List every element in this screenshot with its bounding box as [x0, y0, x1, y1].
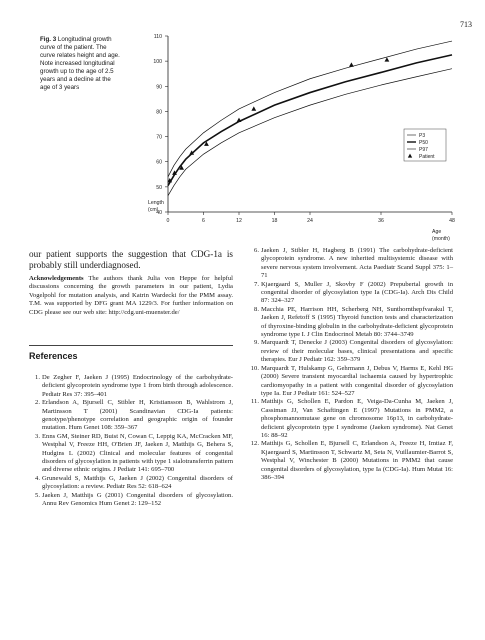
reference-item [248, 281, 453, 306]
references-list-right [248, 247, 453, 482]
reference-number: 7. [254, 280, 259, 288]
x-tick-label: 36 [378, 218, 384, 224]
reference-number: 5. [35, 491, 40, 499]
legend-label: P97 [419, 146, 428, 153]
reference-item [29, 374, 233, 399]
reference-text: Enns GM, Steiner RD, Buist N, Cowan C, Leppig KA, McCracken MF, Westphal V, Freeze HH, O'Brien JF, Jaeken J, Matthijs G, Behera S, Hudgins L (2002) Clinical and molecular features of congenital disorders of glycosylation in patients with type 1 sialotransferrin pattern and diverse ethnic origins. J Pediatr 141: 695–700 [42, 432, 233, 474]
reference-number: 3. [35, 432, 40, 440]
reference-item [29, 399, 233, 433]
x-tick-label: 18 [271, 218, 278, 224]
y-tick-label: 50 [156, 184, 162, 191]
y-tick-label: 100 [153, 59, 162, 66]
reference-text: Matthijs G, Schollen E, Bjursell C, Erlandson A, Freeze H, Imtiaz F, Kjaergaard S, Martinsson T, Schwartz M, Seta N, Vuillaumier-Barrot S, Westphal V, Winchester B (2000) Mutations in PMM2 that cause congenital disorders of glycosylation, type Ia (CDG-Ia). Hum Mutat 16: 386–394 [261, 440, 453, 481]
percentile-line-p50 [168, 55, 452, 186]
legend-label: Patient [419, 153, 435, 160]
reference-text: Macchia PE, Harrison HH, Scherberg NH, Sunthornthepfvarakul T, Jaeken J, Refetoff S (1995) Thyroid function tests and characterization of thyroxine-binding globulin in the carbohydrate-deficient glycoprotein syndrome type I. J Clin Endocrinol Metab 80: 3744–3749 [261, 305, 453, 339]
reference-number: 8. [254, 305, 259, 313]
reference-number: 11. [251, 398, 259, 406]
acknowledgements-text: The authors thank Julia von Heppe for helpful discussions concerning the growth parameters in our patient, Lydia Vogelpohl for mutation analysis, and Katrin Wardecki for the PMM assay. T.M. was supported by DFG grant MA 1229/3. For further information on CDG please see our web site: http://cdg.uni-muenster.de/ [29, 275, 233, 316]
y-tick-label: 60 [156, 159, 162, 166]
references-list-left [29, 374, 233, 509]
references-heading: References [29, 345, 233, 361]
figure-caption-text: Longitudinal growth curve of the patient. The curve relates height and age. Note increased longitudinal growth up to the age of 2.5 years and a decline at the age of 3 years [40, 36, 120, 91]
reference-number: 10. [250, 364, 259, 372]
y-tick-label: 110 [153, 34, 162, 40]
reference-number: 9. [254, 339, 259, 347]
y-tick-label: 80 [156, 109, 162, 116]
reference-item [248, 440, 453, 482]
x-tick-label: 24 [307, 218, 313, 224]
page-number: 713 [460, 20, 472, 29]
y-axis-label: (cm) [148, 207, 159, 213]
reference-text: Marquardt T, Denecke J (2003) Congenital disorders of glycosylation: review of their molecular bases, clinical presentations and specific therapies. Eur J Pediatr 162: 359–379 [261, 339, 453, 364]
growth-chart [0, 0, 485, 245]
reference-text: Marquardt T, Hulskamp G, Gehrmann J, Debus V, Harms E, Kehl HG (2000) Severe transient myocardial ischaemia caused by hypertrophic cardiomyopathy in a patient with congenital disorder of glycosylation type Ia. Eur J Pediatr 161: 524–527 [261, 364, 453, 397]
reference-number: 4. [35, 474, 40, 482]
body-text: our patient supports the suggestion that CDG-1a is probably still underdiagnosed. [29, 249, 233, 270]
reference-text: Jaeken J, Matthijs G (2001) Congenital disorders of glycosylation. Annu Rev Genomics Hum Genet 2: 129–152 [42, 491, 233, 508]
x-tick-label: 6 [202, 218, 205, 224]
patient-point [251, 106, 256, 110]
x-axis-label: (month) [432, 236, 450, 242]
patient-point [237, 118, 242, 122]
reference-text: Matthijs G, Schollen E, Pardon E, Veiga-Da-Cunha M, Jaeken J, Cassiman JJ, Van Schaftingen E (1997) Mutations in PMM2, a phosphomannomutase gene on chromosome 16p13, in carbohydrate-deficient glycoprotein type I syndrome (Jaeken syndrome). Nat Genet 16: 88–92 [261, 398, 453, 439]
reference-text: Jaeken J, Stibler H, Hagberg B (1991) The carbohydrate-deficient glycoprotein syndrome. A new inherited multisystemic disease with severe nervous system involvement. Acta Paediatr Scand Suppl 375: 1–71 [261, 247, 453, 280]
reference-text: De Zegher F, Jaeken J (1995) Endocrinology of the carbohydrate-deficient glycoprotein syndrome type 1 from birth through adolescence. Pediatr Res 37: 395–401 [42, 374, 233, 398]
x-tick-label: 0 [166, 218, 170, 224]
reference-item [248, 365, 453, 399]
reference-item [248, 398, 453, 440]
reference-number: 1. [35, 374, 40, 381]
reference-number: 2. [35, 399, 40, 407]
x-tick-label: 12 [236, 218, 242, 224]
chart-legend [404, 129, 446, 161]
y-tick-label: 70 [156, 134, 162, 141]
y-tick-label: 40 [156, 210, 162, 216]
reference-number: 12. [250, 440, 259, 448]
acknowledgements [29, 275, 233, 317]
figure-caption-label: Fig. 3 [40, 36, 57, 43]
patient-point [385, 57, 390, 61]
y-tick-label: 90 [156, 84, 162, 91]
x-tick-label: 48 [449, 218, 455, 224]
reference-item [29, 492, 233, 509]
legend-label: P50 [419, 139, 428, 146]
reference-item [248, 306, 453, 340]
chart-series [167, 41, 452, 196]
reference-text: Grunewald S, Matthijs G, Jaeken J (2002) Congenital disorders of glycosylation: a review. Pediatr Res 52: 618–624 [42, 474, 233, 491]
patient-point [349, 62, 354, 66]
y-axis-label: Length [148, 200, 164, 206]
reference-text: Kjaergaard S, Muller J, Skovby F (2002) Prepubertal growth in congenital disorder of glycosylation type Ia (CDG-Ia). Arch Dis Child 87: 324–327 [261, 280, 453, 305]
reference-number: 6. [254, 247, 259, 254]
reference-item [248, 339, 453, 364]
reference-text: Erlandson A, Bjursell C, Stibler H, Kristiansson B, Wahlstrom J, Martinsson T (2001) Scandinavian CDG-Ia patients: genotype/phenotype correlation and geographic origin of founder mutation. Hum Genet 108: 359–367 [42, 399, 233, 432]
acknowledgements-label: Acknowledgements [29, 275, 84, 282]
reference-item [29, 433, 233, 475]
x-axis-label: Age [432, 229, 442, 235]
reference-item [29, 475, 233, 492]
legend-label: P3 [419, 132, 426, 139]
reference-item [248, 247, 453, 281]
